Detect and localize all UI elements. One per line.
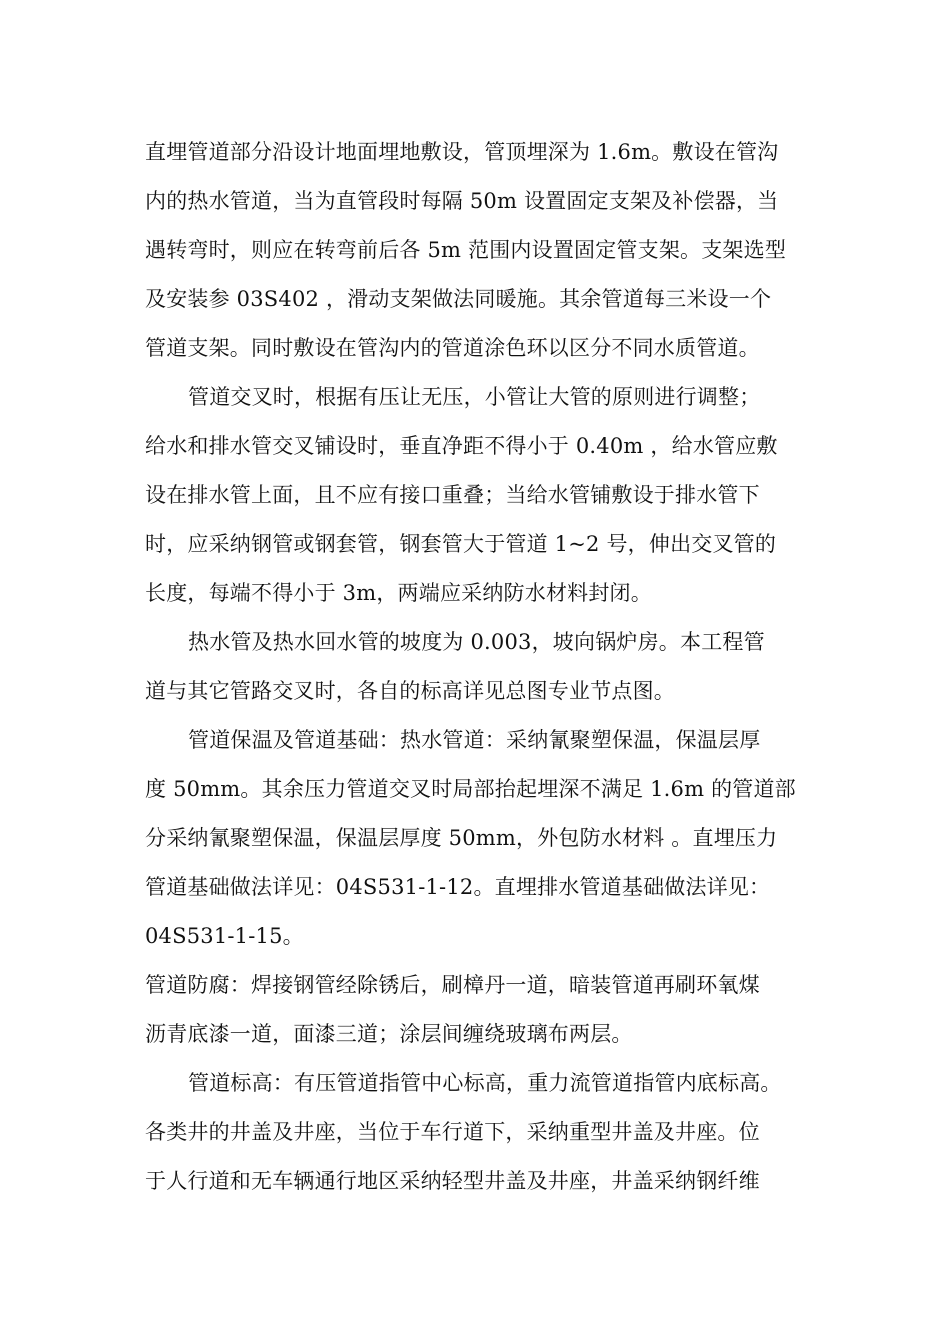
text-line: 长度，每端不得小于 3m，两端应采纳防水材料封闭。 — [145, 581, 652, 605]
text-line: 沥青底漆一道，面漆三道；涂层间缠绕玻璃布两层。 — [145, 1022, 633, 1046]
text-line: 时，应采纳钢管或钢套管，钢套管大于管道 1~2 号，伸出交叉管的 — [145, 532, 777, 556]
text-line: 内的热水管道，当为直管段时每隔 50m 设置固定支架及补偿器，当 — [145, 189, 779, 213]
text-line: 管道基础做法详见：04S531-1-12。直埋排水管道基础做法详见： — [145, 875, 771, 899]
text-line: 设在排水管上面，且不应有接口重叠；当给水管铺敷设于排水管下 — [145, 483, 760, 507]
paragraph-first-line: 热水管及热水回水管的坡度为 0.003，坡向锅炉房。本工程管 — [188, 630, 765, 654]
text-line: 04S531-1-15。 — [145, 924, 304, 948]
text-line: 给水和排水管交叉铺设时，垂直净距不得小于 0.40m ，给水管应敷 — [145, 434, 778, 458]
paragraph-first-line: 管道保温及管道基础：热水管道：采纳氰聚塑保温，保温层厚 — [188, 728, 761, 752]
text-line: 分采纳氰聚塑保温，保温层厚度 50mm，外包防水材料 。直埋压力 — [145, 826, 778, 850]
text-line: 管道支架。同时敷设在管沟内的管道涂色环以区分不同水质管道。 — [145, 336, 760, 360]
text-line: 直埋管道部分沿设计地面埋地敷设，管顶埋深为 1.6m。敷设在管沟 — [145, 140, 779, 164]
paragraph-first-line: 管道防腐：焊接钢管经除锈后，刷樟丹一道，暗装管道再刷环氧煤 — [145, 973, 760, 997]
paragraph-first-line: 管道交叉时，根据有压让无压，小管让大管的原则进行调整； — [188, 385, 761, 409]
text-line: 各类井的井盖及井座，当位于车行道下，采纳重型井盖及井座。位 — [145, 1120, 760, 1144]
text-line: 道与其它管路交叉时，各自的标高详见总图专业节点图。 — [145, 679, 675, 703]
paragraph-first-line: 管道标高：有压管道指管中心标高，重力流管道指管内底标高。 — [188, 1071, 782, 1095]
text-line: 度 50mm。其余压力管道交叉时局部抬起埋深不满足 1.6m 的管道部 — [145, 777, 796, 801]
text-line: 及安装参 03S402 ，滑动支架做法同暖施。其余管道每三米设一个 — [145, 287, 772, 311]
text-line: 于人行道和无车辆通行地区采纳轻型井盖及井座，井盖采纳钢纤维 — [145, 1169, 760, 1193]
text-line: 遇转弯时，则应在转弯前后各 5m 范围内设置固定管支架。支架选型 — [145, 238, 787, 262]
